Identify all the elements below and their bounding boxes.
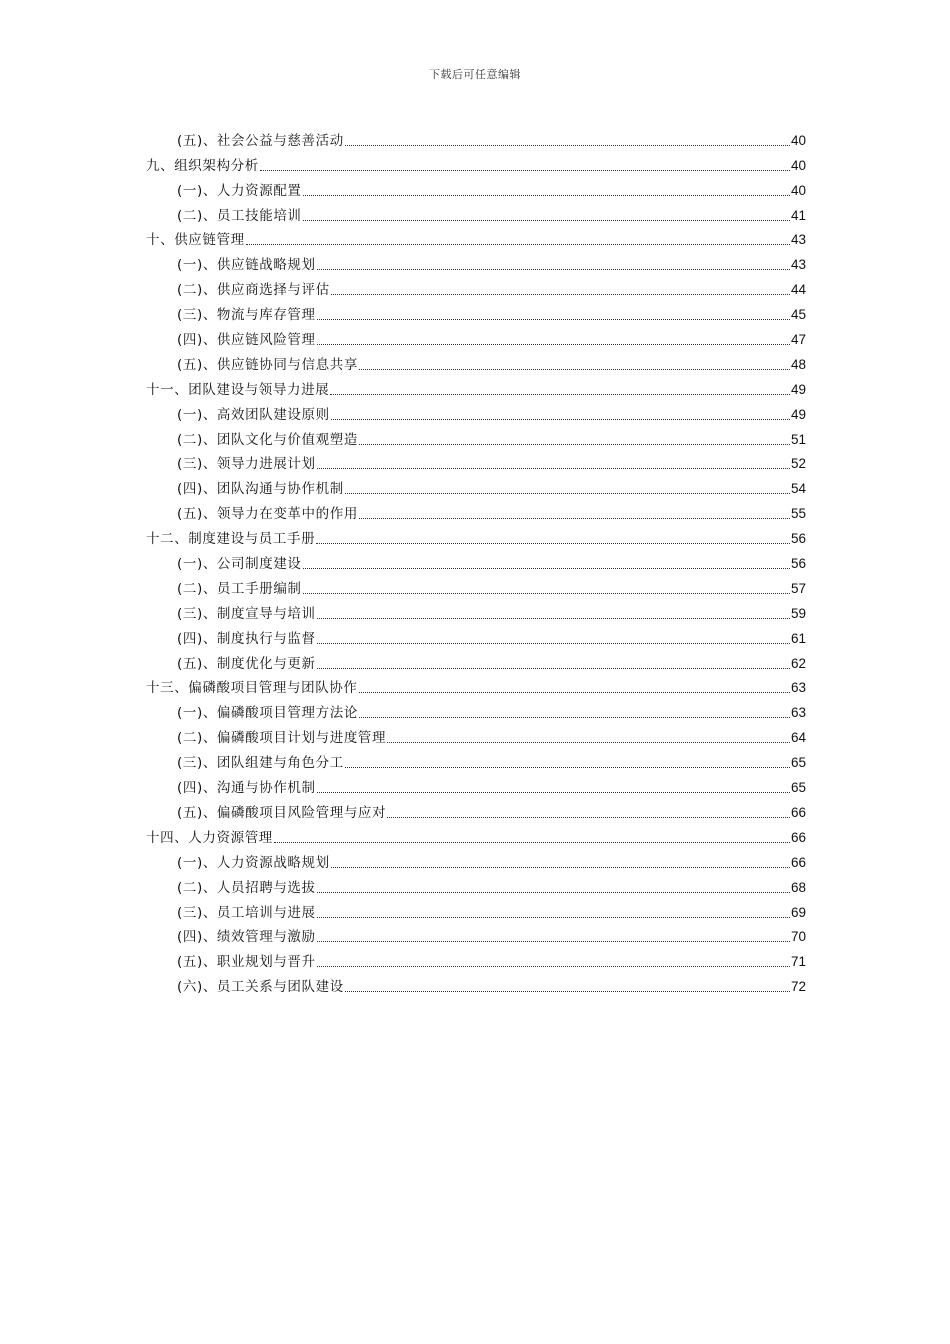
toc-entry-title: (二)、供应商选择与评估 xyxy=(177,282,330,299)
toc-page-number: 44 xyxy=(790,282,806,298)
toc-page-number: 48 xyxy=(790,356,806,372)
toc-section-entry[interactable] xyxy=(146,898,806,923)
toc-page-number: 40 xyxy=(790,157,806,173)
toc-page-number: 61 xyxy=(790,630,806,646)
toc-section-entry[interactable] xyxy=(146,126,806,151)
toc-entry-title: (二)、员工手册编制 xyxy=(177,580,302,597)
toc-dot-leader xyxy=(317,468,790,469)
toc-entry-title: 九、组织架构分析 xyxy=(146,157,259,174)
toc-entry-title: (五)、社会公益与慈善活动 xyxy=(177,132,344,149)
toc-entry-title: (五)、制度优化与更新 xyxy=(177,655,316,672)
toc-chapter-entry[interactable] xyxy=(146,375,806,400)
toc-page-number: 49 xyxy=(790,381,806,397)
toc-entry-title: (一)、公司制度建设 xyxy=(177,556,302,573)
toc-dot-leader xyxy=(317,269,790,270)
toc-dot-leader xyxy=(331,419,790,420)
toc-dot-leader xyxy=(303,220,790,221)
toc-page-number: 66 xyxy=(790,854,806,870)
toc-chapter-entry[interactable] xyxy=(146,226,806,251)
toc-page-number: 63 xyxy=(790,680,806,696)
toc-page-number: 59 xyxy=(790,605,806,621)
toc-page-number: 52 xyxy=(790,456,806,472)
toc-section-entry[interactable] xyxy=(146,176,806,201)
toc-dot-leader xyxy=(260,170,790,171)
toc-section-entry[interactable] xyxy=(146,499,806,524)
toc-entry-title: (四)、团队沟通与协作机制 xyxy=(177,481,344,498)
toc-entry-title: (二)、人员招聘与选拔 xyxy=(177,879,316,896)
toc-entry-title: (四)、制度执行与监督 xyxy=(177,630,316,647)
toc-entry-title: 十三、偏磷酸项目管理与团队协作 xyxy=(146,680,358,697)
toc-entry-title: (二)、员工技能培训 xyxy=(177,207,302,224)
toc-section-entry[interactable] xyxy=(146,450,806,475)
table-of-contents xyxy=(146,126,806,997)
toc-section-entry[interactable] xyxy=(146,201,806,226)
toc-dot-leader xyxy=(359,444,790,445)
toc-dot-leader xyxy=(316,543,790,544)
toc-section-entry[interactable] xyxy=(146,723,806,748)
toc-section-entry[interactable] xyxy=(146,300,806,325)
toc-page-number: 51 xyxy=(790,431,806,447)
toc-entry-title: (一)、人力资源战略规划 xyxy=(177,854,330,871)
toc-dot-leader xyxy=(330,394,790,395)
toc-dot-leader xyxy=(345,493,790,494)
toc-dot-leader xyxy=(317,344,790,345)
toc-section-entry[interactable] xyxy=(146,549,806,574)
toc-page-number: 40 xyxy=(790,182,806,198)
toc-entry-title: (五)、职业规划与晋升 xyxy=(177,954,316,971)
toc-entry-title: (三)、团队组建与角色分工 xyxy=(177,755,344,772)
toc-section-entry[interactable] xyxy=(146,574,806,599)
toc-dot-leader xyxy=(274,842,790,843)
toc-section-entry[interactable] xyxy=(146,698,806,723)
toc-page-number: 63 xyxy=(790,705,806,721)
toc-page-number: 57 xyxy=(790,580,806,596)
toc-chapter-entry[interactable] xyxy=(146,823,806,848)
toc-page-number: 69 xyxy=(790,904,806,920)
toc-dot-leader xyxy=(345,991,790,992)
toc-chapter-entry[interactable] xyxy=(146,151,806,176)
toc-entry-title: (一)、偏磷酸项目管理方法论 xyxy=(177,705,358,722)
toc-dot-leader xyxy=(303,593,790,594)
toc-entry-title: 十一、团队建设与领导力进展 xyxy=(146,381,330,398)
toc-page-number: 40 xyxy=(790,132,806,148)
toc-entry-title: (五)、偏磷酸项目风险管理与应对 xyxy=(177,804,387,821)
toc-page-number: 66 xyxy=(790,829,806,845)
toc-dot-leader xyxy=(359,369,790,370)
toc-section-entry[interactable] xyxy=(146,972,806,997)
toc-entry-title: (二)、偏磷酸项目计划与进度管理 xyxy=(177,730,387,747)
toc-entry-title: (六)、员工关系与团队建设 xyxy=(177,979,344,996)
toc-dot-leader xyxy=(317,643,790,644)
toc-section-entry[interactable] xyxy=(146,325,806,350)
toc-page-number: 66 xyxy=(790,804,806,820)
toc-dot-leader xyxy=(331,294,790,295)
toc-dot-leader xyxy=(317,319,790,320)
toc-chapter-entry[interactable] xyxy=(146,674,806,699)
toc-entry-title: (四)、沟通与协作机制 xyxy=(177,780,316,797)
toc-section-entry[interactable] xyxy=(146,748,806,773)
toc-section-entry[interactable] xyxy=(146,923,806,948)
toc-dot-leader xyxy=(303,195,790,196)
toc-entry-title: (一)、高效团队建设原则 xyxy=(177,406,330,423)
toc-entry-title: 十、供应链管理 xyxy=(146,232,245,249)
toc-entry-title: (一)、供应链战略规划 xyxy=(177,257,316,274)
toc-dot-leader xyxy=(387,742,790,743)
toc-page-number: 70 xyxy=(790,929,806,945)
toc-dot-leader xyxy=(317,668,790,669)
toc-page-number: 62 xyxy=(790,655,806,671)
toc-section-entry[interactable] xyxy=(146,275,806,300)
toc-page-number: 65 xyxy=(790,755,806,771)
toc-dot-leader xyxy=(303,568,790,569)
toc-section-entry[interactable] xyxy=(146,947,806,972)
toc-page-number: 71 xyxy=(790,954,806,970)
toc-section-entry[interactable] xyxy=(146,599,806,624)
toc-dot-leader xyxy=(317,892,790,893)
toc-section-entry[interactable] xyxy=(146,425,806,450)
toc-page-number: 65 xyxy=(790,780,806,796)
toc-page-number: 64 xyxy=(790,730,806,746)
toc-dot-leader xyxy=(317,792,790,793)
toc-page-number: 47 xyxy=(790,332,806,348)
toc-page-number: 72 xyxy=(790,979,806,995)
toc-entry-title: (一)、人力资源配置 xyxy=(177,182,302,199)
toc-dot-leader xyxy=(317,966,790,967)
toc-entry-title: (四)、绩效管理与激励 xyxy=(177,929,316,946)
toc-page-number: 56 xyxy=(790,556,806,572)
toc-entry-title: 十二、制度建设与员工手册 xyxy=(146,531,316,548)
toc-dot-leader xyxy=(317,941,790,942)
toc-section-entry[interactable] xyxy=(146,400,806,425)
toc-page-number: 43 xyxy=(790,232,806,248)
toc-section-entry[interactable] xyxy=(146,773,806,798)
toc-entry-title: (二)、团队文化与价值观塑造 xyxy=(177,431,358,448)
toc-section-entry[interactable] xyxy=(146,649,806,674)
toc-page-number: 45 xyxy=(790,307,806,323)
toc-entry-title: 十四、人力资源管理 xyxy=(146,829,273,846)
toc-chapter-entry[interactable] xyxy=(146,524,806,549)
toc-page-number: 49 xyxy=(790,406,806,422)
toc-dot-leader xyxy=(246,244,790,245)
toc-entry-title: (五)、供应链协同与信息共享 xyxy=(177,356,358,373)
toc-entry-title: (三)、制度宣导与培训 xyxy=(177,605,316,622)
toc-entry-title: (三)、员工培训与进展 xyxy=(177,904,316,921)
toc-dot-leader xyxy=(317,917,790,918)
toc-section-entry[interactable] xyxy=(146,350,806,375)
toc-section-entry[interactable] xyxy=(146,798,806,823)
toc-dot-leader xyxy=(345,767,790,768)
toc-page-number: 43 xyxy=(790,257,806,273)
toc-page-number: 41 xyxy=(790,207,806,223)
toc-section-entry[interactable] xyxy=(146,848,806,873)
toc-page-number: 55 xyxy=(790,506,806,522)
toc-section-entry[interactable] xyxy=(146,624,806,649)
toc-page-number: 68 xyxy=(790,879,806,895)
toc-entry-title: (四)、供应链风险管理 xyxy=(177,332,316,349)
toc-dot-leader xyxy=(359,717,790,718)
page-header: 下载后可任意编辑 xyxy=(429,68,521,81)
toc-dot-leader xyxy=(345,145,790,146)
toc-section-entry[interactable] xyxy=(146,873,806,898)
toc-dot-leader xyxy=(359,692,790,693)
toc-entry-title: (五)、领导力在变革中的作用 xyxy=(177,506,358,523)
toc-page-number: 56 xyxy=(790,531,806,547)
toc-dot-leader xyxy=(387,817,790,818)
toc-dot-leader xyxy=(359,518,790,519)
toc-entry-title: (三)、物流与库存管理 xyxy=(177,307,316,324)
toc-section-entry[interactable] xyxy=(146,474,806,499)
toc-dot-leader xyxy=(331,867,790,868)
toc-entry-title: (三)、领导力进展计划 xyxy=(177,456,316,473)
toc-section-entry[interactable] xyxy=(146,250,806,275)
toc-dot-leader xyxy=(317,618,790,619)
toc-page-number: 54 xyxy=(790,481,806,497)
